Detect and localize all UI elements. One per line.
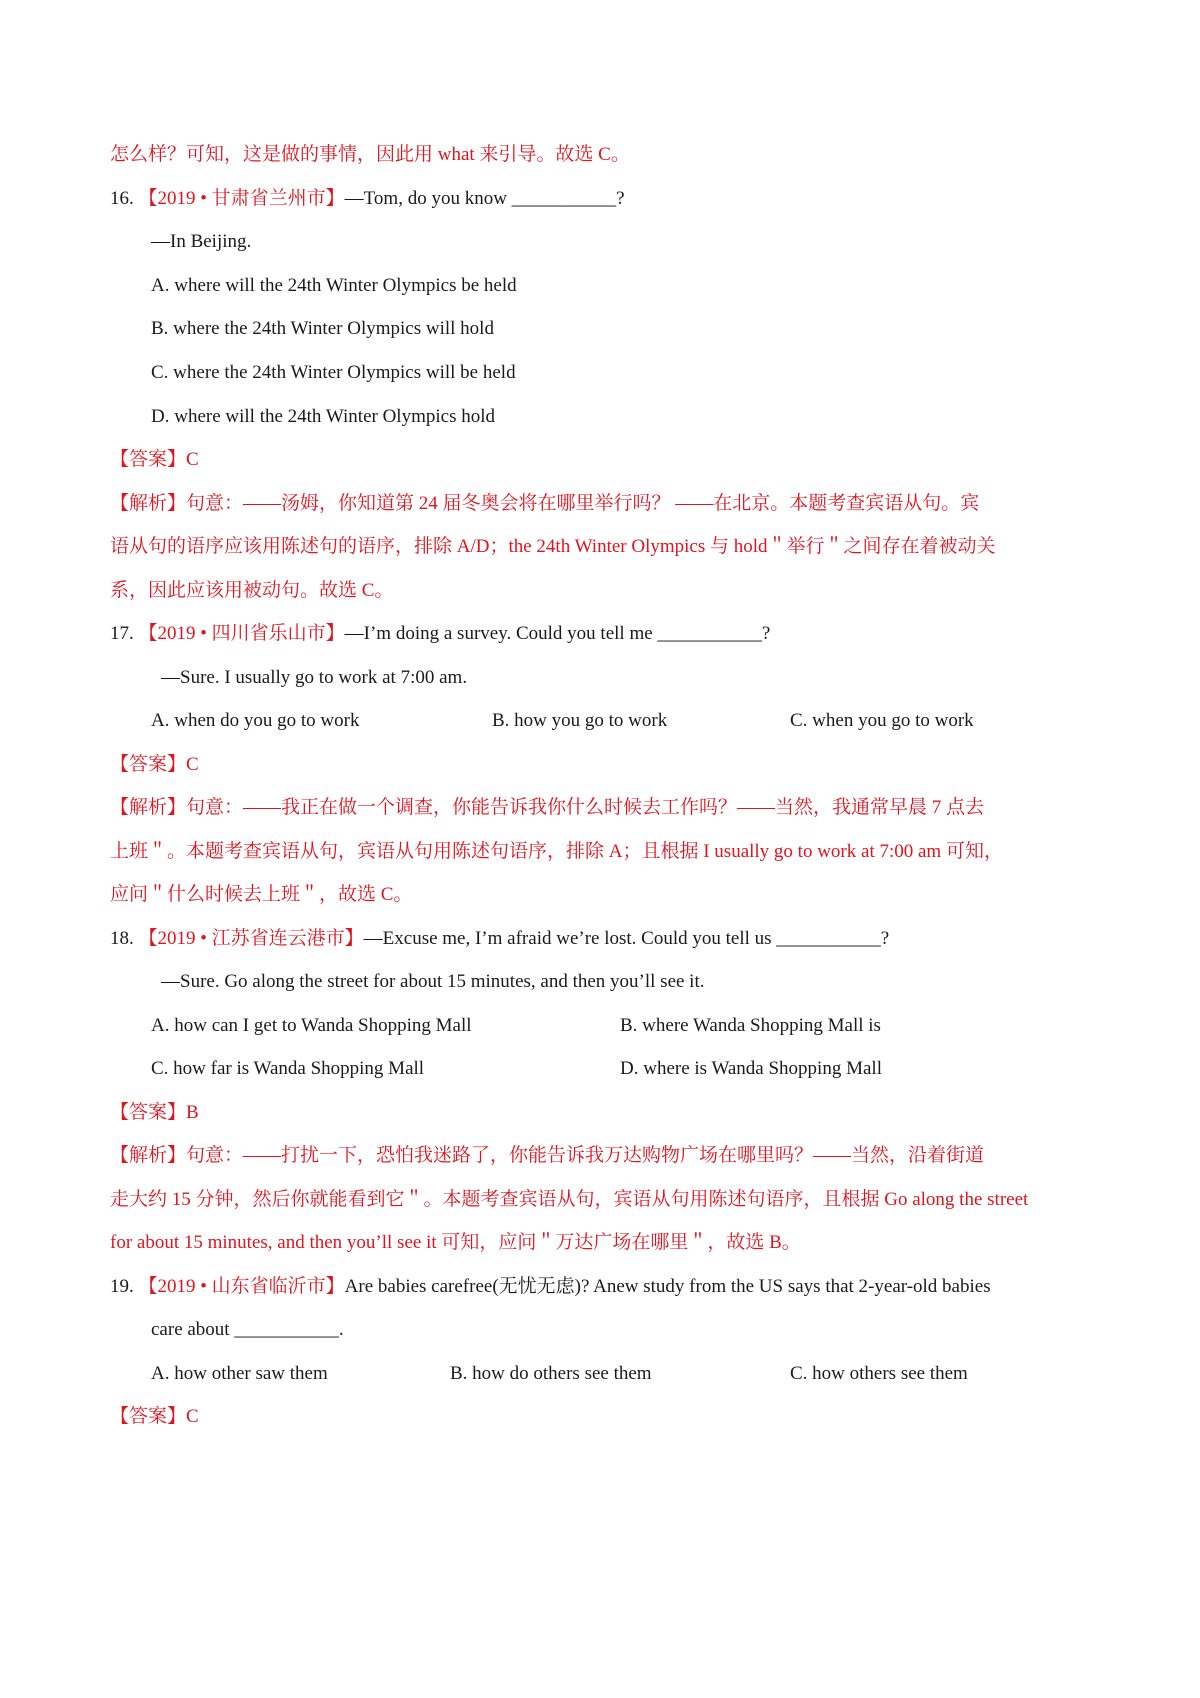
q18-source: 【2019 • 江苏省连云港市】 — [138, 928, 364, 949]
q18-number: 18. — [110, 928, 134, 949]
q16-option-d: D. where will the 24th Winter Olympics hold — [151, 406, 495, 427]
q19-source: 【2019 • 山东省临沂市】 — [138, 1276, 345, 1297]
q19-answer — [110, 1402, 1102, 1432]
q18-answer-value: B — [186, 1102, 199, 1123]
q17-analysis-line-2: 上班＂。本题考查宾语从句，宾语从句用陈述句语序，排除 A；且根据 I usually go to work at 7:00 am 可知， — [110, 841, 1003, 862]
q19-option-b: B. how do others see them — [450, 1363, 652, 1384]
q18-question: —Excuse me, I’m afraid we’re lost. Could you tell us ___________? — [363, 928, 890, 949]
q16-answer-tag: 【答案】 — [110, 449, 187, 470]
q19-question-line-2: care about ___________. — [151, 1319, 344, 1340]
q16-stem — [110, 184, 1102, 214]
q18-stem — [110, 924, 1102, 954]
q18-answer — [110, 1098, 1102, 1128]
q17-stem — [110, 619, 1102, 649]
q18-option-a: A. how can I get to Wanda Shopping Mall — [151, 1015, 472, 1036]
q16-analysis-line-1: 【解析】句意：——汤姆，你知道第 24 届冬奥会将在哪里举行吗？ ——在北京。本题考查宾语从句。宾 — [110, 493, 980, 514]
q19-answer-value: C — [186, 1406, 199, 1427]
q19-option-c: C. how others see them — [790, 1363, 968, 1384]
q19-answer-tag: 【答案】 — [110, 1406, 187, 1427]
q18-option-b: B. where Wanda Shopping Mall is — [620, 1015, 881, 1036]
q16-option-b: B. where the 24th Winter Olympics will hold — [151, 318, 494, 339]
q17-analysis-line-1: 【解析】句意：——我正在做一个调查，你能告诉我你什么时候去工作吗？——当然，我通常早晨 7 点去 — [110, 797, 985, 818]
intro-analysis-line: 怎么样？可知，这是做的事情，因此用 what 来引导。故选 C。 — [110, 144, 630, 165]
q17-option-b: B. how you go to work — [492, 710, 668, 731]
q18-analysis-line-1: 【解析】句意：——打扰一下，恐怕我迷路了，你能告诉我万达购物广场在哪里吗？——当然，沿着街道 — [110, 1145, 985, 1166]
q18-option-c: C. how far is Wanda Shopping Mall — [151, 1058, 425, 1079]
q16-option-a: A. where will the 24th Winter Olympics be held — [151, 275, 517, 296]
q17-reply: —Sure. I usually go to work at 7:00 am. — [161, 667, 468, 688]
q16-reply: —In Beijing. — [151, 231, 252, 252]
q17-question: —I’m doing a survey. Could you tell me ___________? — [344, 623, 771, 644]
q16-answer — [110, 445, 1102, 475]
q16-answer-value: C — [186, 449, 199, 470]
q19-option-a: A. how other saw them — [151, 1363, 328, 1384]
q18-reply: —Sure. Go along the street for about 15 minutes, and then you’ll see it. — [161, 971, 705, 992]
q17-number: 17. — [110, 623, 134, 644]
q19-number: 19. — [110, 1276, 134, 1297]
q18-option-d: D. where is Wanda Shopping Mall — [620, 1058, 882, 1079]
q18-answer-tag: 【答案】 — [110, 1102, 187, 1123]
q16-question: —Tom, do you know ___________? — [344, 188, 625, 209]
q17-option-a: A. when do you go to work — [151, 710, 360, 731]
q17-answer — [110, 750, 1102, 780]
q17-source: 【2019 • 四川省乐山市】 — [138, 623, 345, 644]
q16-source: 【2019 • 甘肃省兰州市】 — [138, 188, 345, 209]
q18-analysis-line-3: for about 15 minutes, and then you’ll see it 可知，应问＂万达广场在哪里＂，故选 B。 — [110, 1232, 801, 1253]
q17-answer-value: C — [186, 754, 199, 775]
q16-analysis-line-3: 系，因此应该用被动句。故选 C。 — [110, 580, 394, 601]
q17-analysis-line-3: 应问＂什么时候去上班＂，故选 C。 — [110, 884, 413, 905]
q19-stem — [110, 1272, 1102, 1302]
q18-analysis-line-2: 走大约 15 分钟，然后你就能看到它＂。本题考查宾语从句，宾语从句用陈述句语序，且根据 Go along the street — [110, 1189, 1029, 1210]
q19-question-line-1: Are babies carefree(无忧无虑)? Anew study from the US says that 2-year-old babies — [344, 1276, 991, 1297]
q16-analysis-line-2: 语从句的语序应该用陈述句的语序，排除 A/D；the 24th Winter Olympics 与 hold＂举行＂之间存在着被动关 — [110, 536, 996, 557]
q17-option-c: C. when you go to work — [790, 710, 974, 731]
q16-option-c: C. where the 24th Winter Olympics will be held — [151, 362, 516, 383]
q16-number: 16. — [110, 188, 134, 209]
q17-answer-tag: 【答案】 — [110, 754, 187, 775]
